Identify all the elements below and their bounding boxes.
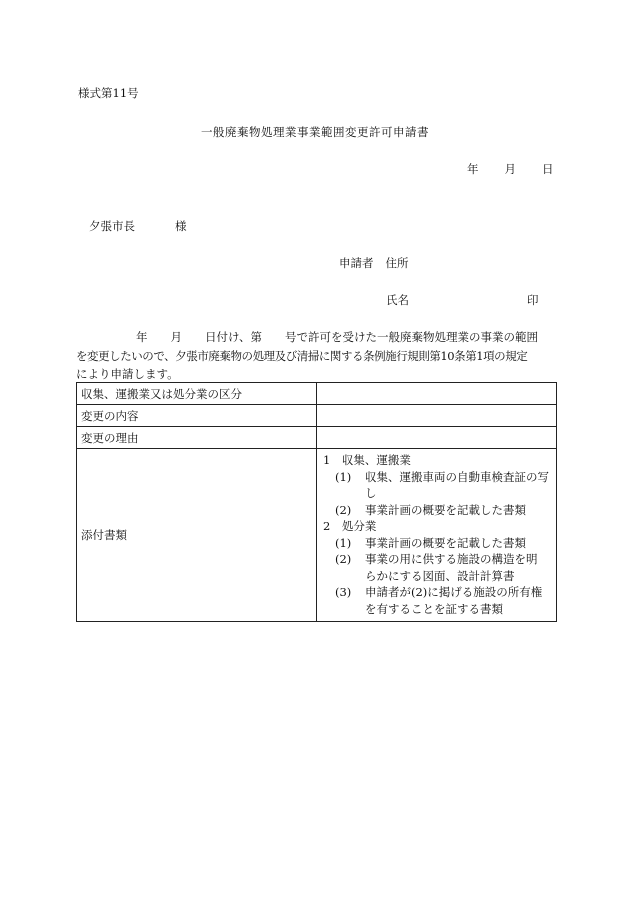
addressee xyxy=(89,218,187,234)
row-value-category[interactable] xyxy=(317,383,557,405)
date-day: 日 xyxy=(542,162,554,176)
table-row xyxy=(77,405,557,427)
applicant-label: 申請者 xyxy=(339,256,374,270)
date-line xyxy=(467,161,554,177)
applicant-address xyxy=(339,255,409,271)
body-line-2: を変更したいので、夕張市廃棄物の処理及び清掃に関する条例施行規則第10条第1項の規定 xyxy=(76,348,528,363)
row-value-change-content[interactable] xyxy=(317,405,557,427)
table-row xyxy=(77,383,557,405)
table-row xyxy=(77,449,557,622)
date-month: 月 xyxy=(504,162,516,176)
table-row xyxy=(77,427,557,449)
attachment-item-2-1: (1) 事業計画の概要を記載した書類 xyxy=(335,535,526,550)
row-value-change-reason[interactable] xyxy=(317,427,557,449)
row-label-category: 収集、運搬業又は処分業の区分 xyxy=(77,383,317,405)
form-number: 様式第11号 xyxy=(78,86,139,100)
attachment-item-2-2-cont: らかにする図面、設計計算書 xyxy=(365,568,515,583)
body-line-1: 年 月 日付け、第 号で許可を受けた一般廃棄物処理業の事業の範囲 xyxy=(136,330,539,344)
attachment-item-1: 1 収集、運搬業 xyxy=(323,453,411,467)
document-title: 一般廃棄物処理業事業範囲変更許可申請書 xyxy=(201,125,429,139)
attachment-item-2: 2 処分業 xyxy=(323,519,377,533)
row-label-change-reason: 変更の理由 xyxy=(77,427,317,449)
attachment-item-1-1-cont: し xyxy=(365,486,377,500)
application-body xyxy=(76,328,556,384)
attachment-item-1-2: (2) 事業計画の概要を記載した書類 xyxy=(335,502,526,517)
attachment-item-1-1: (1) 収集、運搬車両の自動車検査証の写 xyxy=(335,469,549,484)
body-line-3: により申請します。 xyxy=(76,367,179,381)
addressee-honorific: 様 xyxy=(175,219,187,233)
attachments-list xyxy=(317,449,557,622)
date-year: 年 xyxy=(467,162,479,176)
row-label-attachments: 添付書類 xyxy=(77,449,317,622)
applicant-name-label: 氏名 xyxy=(386,293,409,307)
addressee-name: 夕張市長 xyxy=(89,219,135,233)
attachment-item-2-3: (3) 申請者が(2)に掲げる施設の所有権 xyxy=(335,585,543,599)
attachment-item-2-2: (2) 事業の用に供する施設の構造を明 xyxy=(335,552,538,566)
seal-mark: 印 xyxy=(527,293,539,307)
attachment-item-2-3-cont: を有することを証する書類 xyxy=(365,601,503,616)
address-label: 住所 xyxy=(385,256,409,270)
application-table xyxy=(76,382,557,622)
row-label-change-content: 変更の内容 xyxy=(77,405,317,427)
